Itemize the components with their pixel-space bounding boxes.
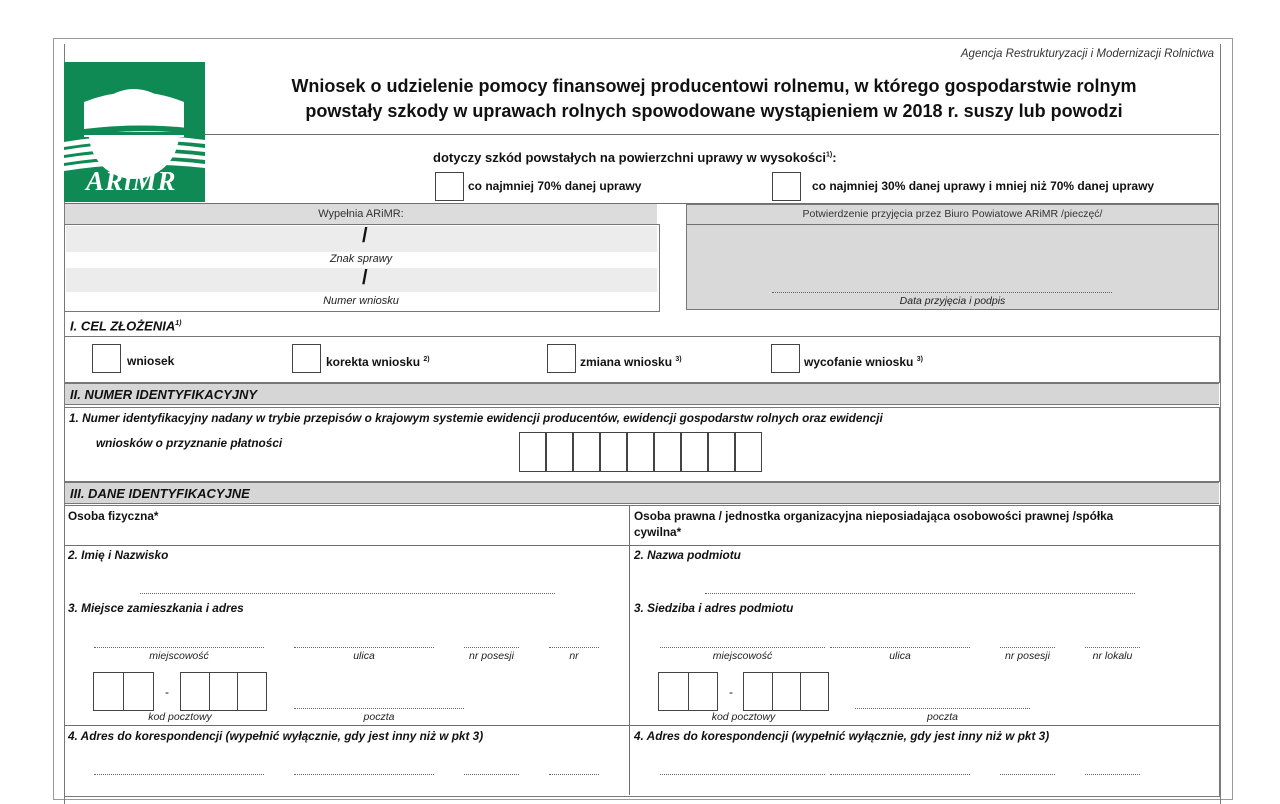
corr-city-right[interactable]: [660, 774, 825, 775]
purpose-withdraw-checkbox[interactable]: [771, 344, 800, 373]
house-caption-left: nr posesji: [469, 650, 514, 662]
corr-street-left[interactable]: [294, 774, 434, 775]
id-number-cell[interactable]: [654, 432, 681, 472]
nr-input-left[interactable]: [549, 647, 599, 648]
date-sign-line: [772, 292, 1112, 293]
corr-house-right[interactable]: [1000, 774, 1055, 775]
divider: [64, 545, 1219, 546]
entity-name-label: 2. Nazwa podmiotu: [634, 548, 741, 562]
purpose-withdraw-text: wycofanie wniosku: [804, 355, 914, 369]
natural-person-head: Osoba fizyczna*: [68, 509, 159, 523]
id-number-cell[interactable]: [519, 432, 546, 472]
purpose-correction-text: korekta wniosku: [326, 355, 421, 369]
postcode-cell[interactable]: [93, 672, 124, 711]
purpose-correction-label: [326, 355, 430, 369]
postcode-cell[interactable]: [658, 672, 689, 711]
damage-label-tail: :: [832, 150, 837, 165]
city-caption-left: miejscowość: [149, 650, 209, 662]
divider: [629, 505, 630, 795]
house-input-right[interactable]: [1000, 647, 1055, 648]
residence-label: 3. Miejsce zamieszkania i adres: [68, 601, 244, 615]
street-input-left[interactable]: [294, 647, 434, 648]
id-number-cell[interactable]: [708, 432, 735, 472]
corr-house-left[interactable]: [464, 774, 519, 775]
id-number-cell[interactable]: [681, 432, 708, 472]
damage-70-label: co najmniej 70% danej uprawy: [468, 179, 642, 193]
post-caption-right: poczta: [927, 711, 958, 723]
app-number-caption: Numer wniosku: [323, 295, 399, 307]
id-number-cell[interactable]: [600, 432, 627, 472]
damage-label-text: dotyczy szkód powstałych na powierzchni uprawy w wysokości: [433, 150, 826, 165]
page-title-line1: Wniosek o udzielenie pomocy finansowej producentowi rolnemu, w którego gospodarstwie rolnym: [291, 76, 1137, 96]
city-input-right[interactable]: [660, 647, 825, 648]
name-label: 2. Imię i Nazwisko: [68, 548, 169, 562]
agency-name: Agencja Restrukturyzacji i Modernizacji Rolnictwa: [960, 48, 1214, 60]
local-input-right[interactable]: [1085, 647, 1140, 648]
confirm-label: Potwierdzenie przyjęcia przez Biuro Powiatowe ARiMR /pieczęć/: [802, 208, 1103, 220]
corr-city-left[interactable]: [94, 774, 264, 775]
post-input-right[interactable]: [855, 708, 1030, 709]
logo-text: ARiMR: [86, 166, 177, 196]
post-input-left[interactable]: [294, 708, 464, 709]
postcode-cell[interactable]: [688, 672, 718, 711]
id-number-label-2: wniosków o przyznanie płatności: [96, 436, 283, 450]
case-slash: /: [362, 225, 368, 247]
section-1-title: I. CEL ZŁOŻENIA: [70, 318, 176, 334]
legal-person-head-2: cywilna*: [634, 525, 682, 539]
postcode-cell[interactable]: [209, 672, 238, 711]
purpose-change-checkbox[interactable]: [547, 344, 576, 373]
entity-name-input[interactable]: [705, 593, 1135, 594]
id-number-cell[interactable]: [735, 432, 762, 472]
arimr-logo: [64, 62, 205, 202]
section-3-header: III. DANE IDENTYFIKACYJNE: [65, 482, 1219, 504]
street-input-right[interactable]: [830, 647, 970, 648]
id-number-label-1: 1. Numer identyfikacyjny nadany w trybie przepisów o krajowym systemie ewidencji producentów, ewidencji gospodarstw rolnych oraz ewidencji: [69, 411, 883, 425]
seat-label: 3. Siedziba i adres podmiotu: [634, 601, 794, 615]
house-input-left[interactable]: [464, 647, 519, 648]
section-2-header: II. NUMER IDENTYFIKACYJNY: [65, 383, 1219, 405]
app-slash: /: [362, 267, 368, 289]
purpose-application-label: wniosek: [127, 354, 175, 368]
purpose-change-text: zmiana wniosku: [580, 355, 673, 369]
purpose-withdraw-sup: 3): [916, 356, 923, 363]
date-sign-caption: Data przyjęcia i podpis: [899, 295, 1006, 307]
postcode-cell[interactable]: [180, 672, 210, 711]
purpose-application-checkbox[interactable]: [92, 344, 121, 373]
city-caption-right: miejscowość: [712, 650, 773, 662]
nr-caption-left: nr: [569, 650, 579, 662]
damage-70-checkbox[interactable]: [435, 172, 464, 201]
purpose-change-sup: 3): [675, 356, 682, 363]
page-title-line2: powstały szkody w uprawach rolnych spowodowane wystąpieniem w 2018 r. suszy lub powodzi: [305, 101, 1123, 121]
name-input[interactable]: [140, 593, 555, 594]
id-number-cell[interactable]: [546, 432, 573, 472]
id-number-cell[interactable]: [627, 432, 654, 472]
postcode-cell[interactable]: [800, 672, 829, 711]
damage-30-checkbox[interactable]: [772, 172, 801, 201]
postcode-cell[interactable]: [772, 672, 801, 711]
city-input-left[interactable]: [94, 647, 264, 648]
id-number-cell[interactable]: [573, 432, 600, 472]
corr-local-right[interactable]: [1085, 774, 1140, 775]
postcode-cell[interactable]: [743, 672, 773, 711]
purpose-change-label: [580, 355, 682, 369]
purpose-withdraw-label: [804, 355, 923, 369]
office-fill-label: Wypełnia ARiMR:: [318, 208, 404, 220]
corr-nr-left[interactable]: [549, 774, 599, 775]
postcode-caption-left: kod pocztowy: [148, 711, 212, 723]
post-caption-left: poczta: [363, 711, 395, 723]
damage-30-label: co najmniej 30% danej uprawy i mniej niż 70% danej uprawy: [812, 179, 1155, 193]
divider: [686, 224, 1219, 225]
street-caption-right: ulica: [889, 650, 911, 662]
correspondence-label-left: 4. Adres do korespondencji (wypełnić wyłącznie, gdy jest inny niż w pkt 3): [68, 729, 484, 743]
house-caption-right: nr posesji: [1005, 650, 1050, 662]
local-caption-right: nr lokalu: [1092, 650, 1133, 662]
postcode-caption-right: kod pocztowy: [711, 711, 776, 723]
postcode-cell[interactable]: [123, 672, 154, 711]
corr-street-right[interactable]: [830, 774, 970, 775]
divider: [205, 134, 1219, 135]
purpose-correction-sup: 2): [423, 356, 430, 363]
divider: [64, 725, 1219, 726]
postcode-dash-left: -: [165, 685, 169, 699]
case-sign-caption: Znak sprawy: [329, 253, 393, 265]
damage-label: [433, 150, 837, 165]
postcode-dash-right: -: [729, 685, 733, 699]
street-caption-left: ulica: [353, 650, 375, 662]
correspondence-label-right: 4. Adres do korespondencji (wypełnić wyłącznie, gdy jest inny niż w pkt 3): [634, 729, 1050, 743]
legal-person-head-1: Osoba prawna / jednostka organizacyjna nieposiadająca osobowości prawnej /spółka: [634, 509, 1114, 523]
postcode-cell[interactable]: [237, 672, 267, 711]
purpose-correction-checkbox[interactable]: [292, 344, 321, 373]
damage-label-sup: 1): [826, 151, 833, 159]
section-1-sup: 1): [175, 320, 182, 327]
section-1-header: [65, 313, 1219, 335]
